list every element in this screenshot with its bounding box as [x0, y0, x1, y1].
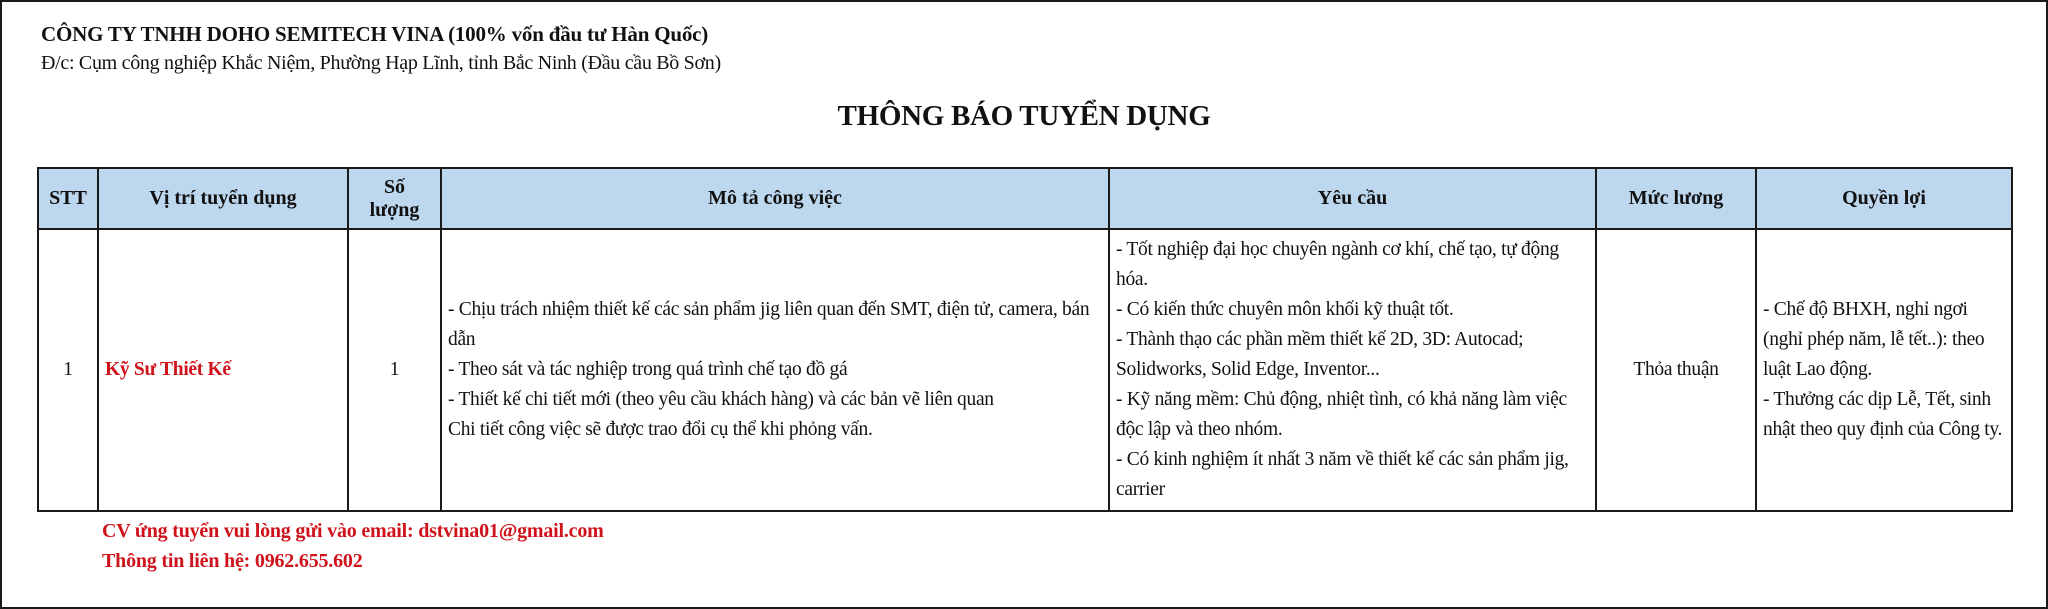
- cell-benefits: [1756, 229, 2012, 511]
- col-header-position: Vị trí tuyển dụng: [98, 168, 348, 229]
- description-line: - Thiết kế chi tiết mới (theo yêu cầu khách hàng) và các bản vẽ liên quan: [448, 389, 994, 410]
- col-header-stt: STT: [38, 168, 98, 229]
- col-header-requirements: Yêu cầu: [1109, 168, 1596, 229]
- contact-email-line: CV ứng tuyển vui lòng gửi vào email: dstvina01@gmail.com: [102, 520, 604, 542]
- cell-stt: 1: [38, 229, 98, 511]
- col-header-quantity-line1: Số: [383, 175, 406, 198]
- company-address: Đ/c: Cụm công nghiệp Khắc Niệm, Phường Hạp Lĩnh, tỉnh Bắc Ninh (Đầu cầu Bồ Sơn): [41, 52, 721, 74]
- page-title: THÔNG BÁO TUYỂN DỤNG: [837, 100, 1211, 132]
- contact-phone-line: Thông tin liên hệ: 0962.655.602: [102, 550, 363, 572]
- cell-requirements: [1109, 229, 1596, 511]
- table-header-row: [38, 168, 2012, 229]
- table-row: [38, 229, 2012, 511]
- requirement-line: - Kỹ năng mềm: Chủ động, nhiệt tình, có khả năng làm việc độc lập và theo nhóm.: [1116, 389, 1567, 440]
- requirement-line: - Có kinh nghiệm ít nhất 3 năm về thiết kế các sản phẩm jig, carrier: [1116, 449, 1569, 500]
- cell-position: Kỹ Sư Thiết Kế: [98, 229, 348, 511]
- requirement-line: - Tốt nghiệp đại học chuyên ngành cơ khí, chế tạo, tự động hóa.: [1116, 239, 1559, 290]
- col-header-quantity-line2: lượng: [369, 198, 420, 221]
- job-table: [37, 167, 2013, 512]
- description-line: - Chịu trách nhiệm thiết kế các sản phẩm jig liên quan đến SMT, điện tử, camera, bán dẫn: [448, 299, 1090, 350]
- col-header-benefits: Quyền lợi: [1756, 168, 2012, 229]
- col-header-quantity: [348, 168, 441, 229]
- requirement-line: - Có kiến thức chuyên môn khối kỹ thuật tốt.: [1116, 299, 1454, 320]
- company-name: CÔNG TY TNHH DOHO SEMITECH VINA (100% vốn đầu tư Hàn Quốc): [41, 22, 709, 46]
- description-line: Chi tiết công việc sẽ được trao đổi cụ thể khi phỏng vấn.: [448, 419, 873, 440]
- cell-salary: Thỏa thuận: [1596, 229, 1756, 511]
- cell-description: [441, 229, 1109, 511]
- benefit-line: - Thưởng các dịp Lễ, Tết, sinh nhật theo quy định của Công ty.: [1763, 389, 2003, 440]
- col-header-salary: Mức lương: [1596, 168, 1756, 229]
- benefit-line: - Chế độ BHXH, nghỉ ngơi (nghỉ phép năm, lễ tết..): theo luật Lao động.: [1763, 299, 1985, 380]
- col-header-description: Mô tả công việc: [441, 168, 1109, 229]
- description-line: - Theo sát và tác nghiệp trong quá trình chế tạo đồ gá: [448, 359, 848, 380]
- requirement-line: - Thành thạo các phần mềm thiết kế 2D, 3D: Autocad; Solidworks, Solid Edge, Inventor...: [1116, 329, 1524, 380]
- cell-quantity: 1: [348, 229, 441, 511]
